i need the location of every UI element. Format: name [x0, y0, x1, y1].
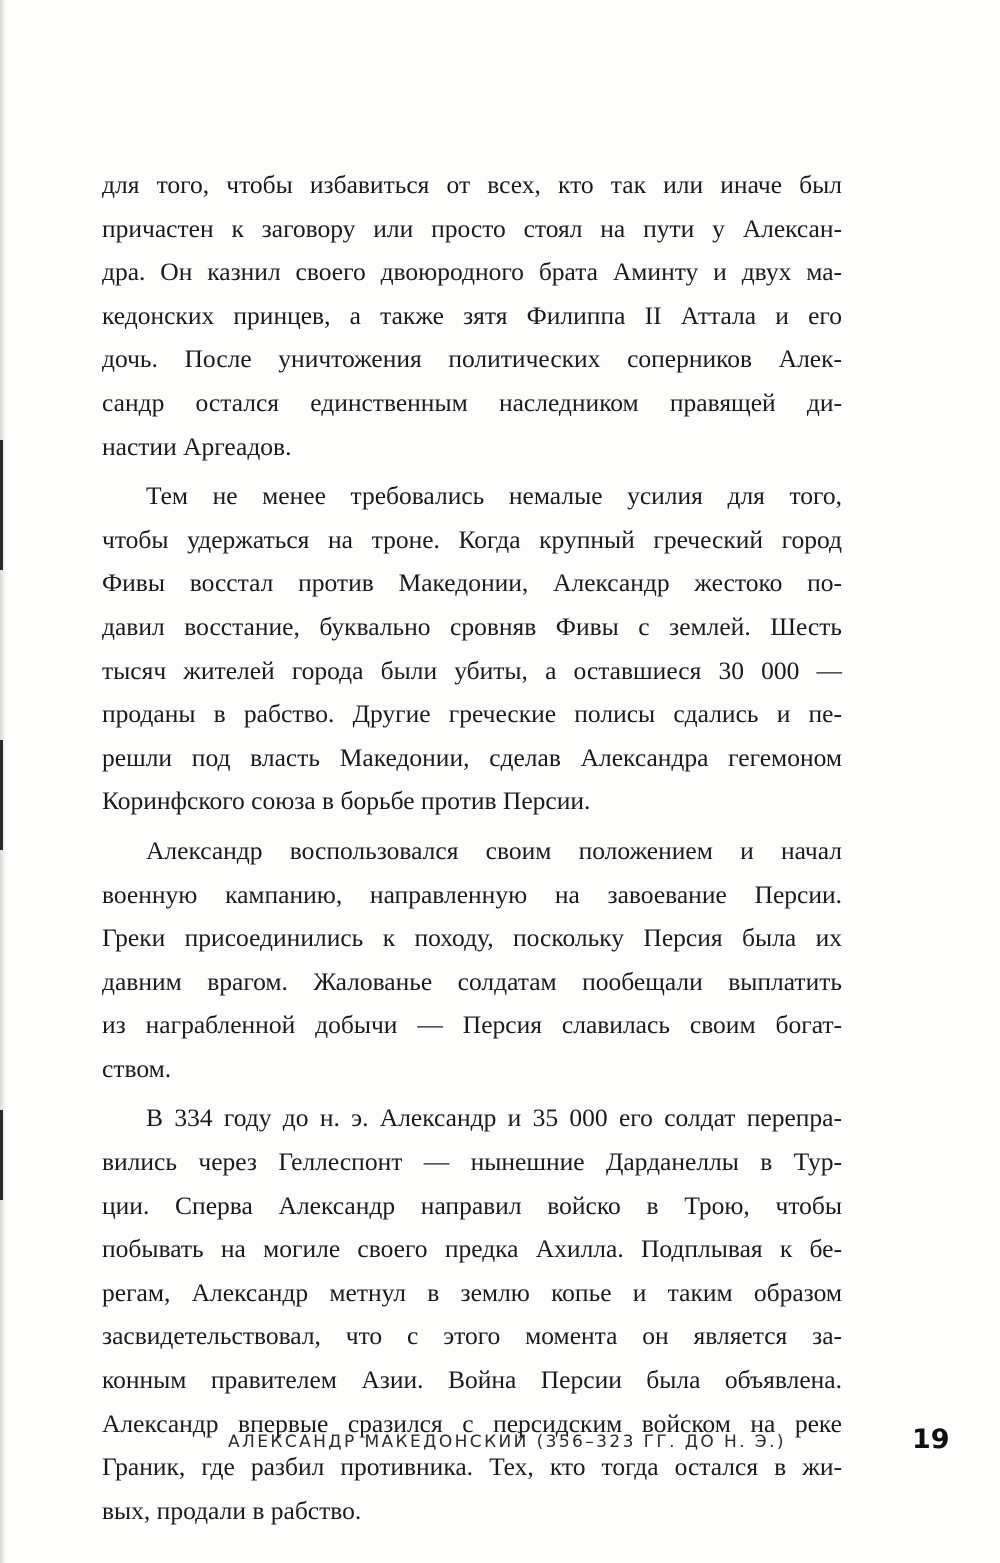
text-line: проданы в рабство. Другие греческие полисы сдались и пе- [102, 699, 842, 729]
text-line: тысяч жителей города были убиты, а оставшиеся 30 000 — [102, 655, 842, 685]
text-line: регам, Александр метнул в землю копье и таким образом [102, 1277, 842, 1307]
binding-mark [0, 740, 3, 850]
paragraph [102, 1096, 842, 1532]
text-line: конным правителем Азии. Война Персии была объявлена. [102, 1365, 842, 1395]
text-line: давним врагом. Жалованье солдатам пообещали выплатить [102, 966, 842, 996]
text-line: дочь. После уничтожения политических соперников Алек- [102, 344, 842, 374]
text-line: Тем не менее требовались немалые усилия для того, [146, 481, 842, 511]
text-line: ством. [102, 1053, 172, 1083]
text-line: Фивы восстал против Македонии, Александр жестоко по- [102, 568, 842, 598]
text-line: ции. Сперва Александр направил войско в Трою, чтобы [102, 1190, 842, 1220]
text-line: вились через Геллеспонт — нынешние Дарданеллы в Тур- [102, 1147, 842, 1177]
text-line: Граник, где разбил противника. Тех, кто тогда остался в жи- [102, 1452, 842, 1482]
text-line: для того, чтобы избавиться от всех, кто так или иначе был [102, 170, 842, 199]
text-line: В 334 году до н. э. Александр и 35 000 его солдат перепра- [146, 1103, 842, 1133]
binding-mark [0, 1110, 3, 1200]
text-line: из награбленной добычи — Персия славилась своим богат- [102, 1010, 842, 1040]
binding-mark [0, 440, 3, 570]
text-line: дра. Он казнил своего двоюродного брата Аминту и двух ма- [102, 257, 842, 287]
text-line: кедонских принцев, а также зятя Филиппа II Аттала и его [102, 300, 842, 330]
text-line: Александр впервые сразился с персидским войском на реке [102, 1408, 842, 1438]
text-line: давил восстание, буквально сровняв Фивы с землей. Шесть [102, 611, 842, 641]
paragraph [102, 474, 842, 823]
text-line: чтобы удержаться на троне. Когда крупный греческий город [102, 524, 842, 554]
text-line: военную кампанию, направленную на завоевание Персии. [102, 879, 842, 909]
text-line: вых, продали в рабство. [102, 1495, 362, 1525]
running-footer-title: АЛЕКСАНДР МАКЕДОНСКИЙ (356–323 ГГ. ДО Н. Э.) [228, 1432, 786, 1452]
text-line: настии Аргеадов. [102, 431, 292, 461]
text-line: Греки присоединились к походу, поскольку Персия была их [102, 923, 842, 953]
text-line: засвидетельствовал, что с этого момента он является за- [102, 1321, 842, 1351]
text-line: побывать на могиле своего предка Ахилла. Подплывая к бе- [102, 1234, 842, 1264]
paragraph [102, 163, 842, 468]
text-line: Александр воспользовался своим положением и начал [146, 835, 842, 865]
text-line: причастен к заговору или просто стоял на пути у Алексан- [102, 213, 842, 243]
text-line: решли под власть Македонии, сделав Александра гегемоном [102, 742, 842, 772]
page-number: 19 [912, 1424, 950, 1455]
paragraph [102, 829, 842, 1091]
body-text [102, 163, 842, 1532]
text-line: сандр остался единственным наследником правящей ди- [102, 387, 842, 417]
text-line: Коринфского союза в борьбе против Персии. [102, 786, 591, 816]
